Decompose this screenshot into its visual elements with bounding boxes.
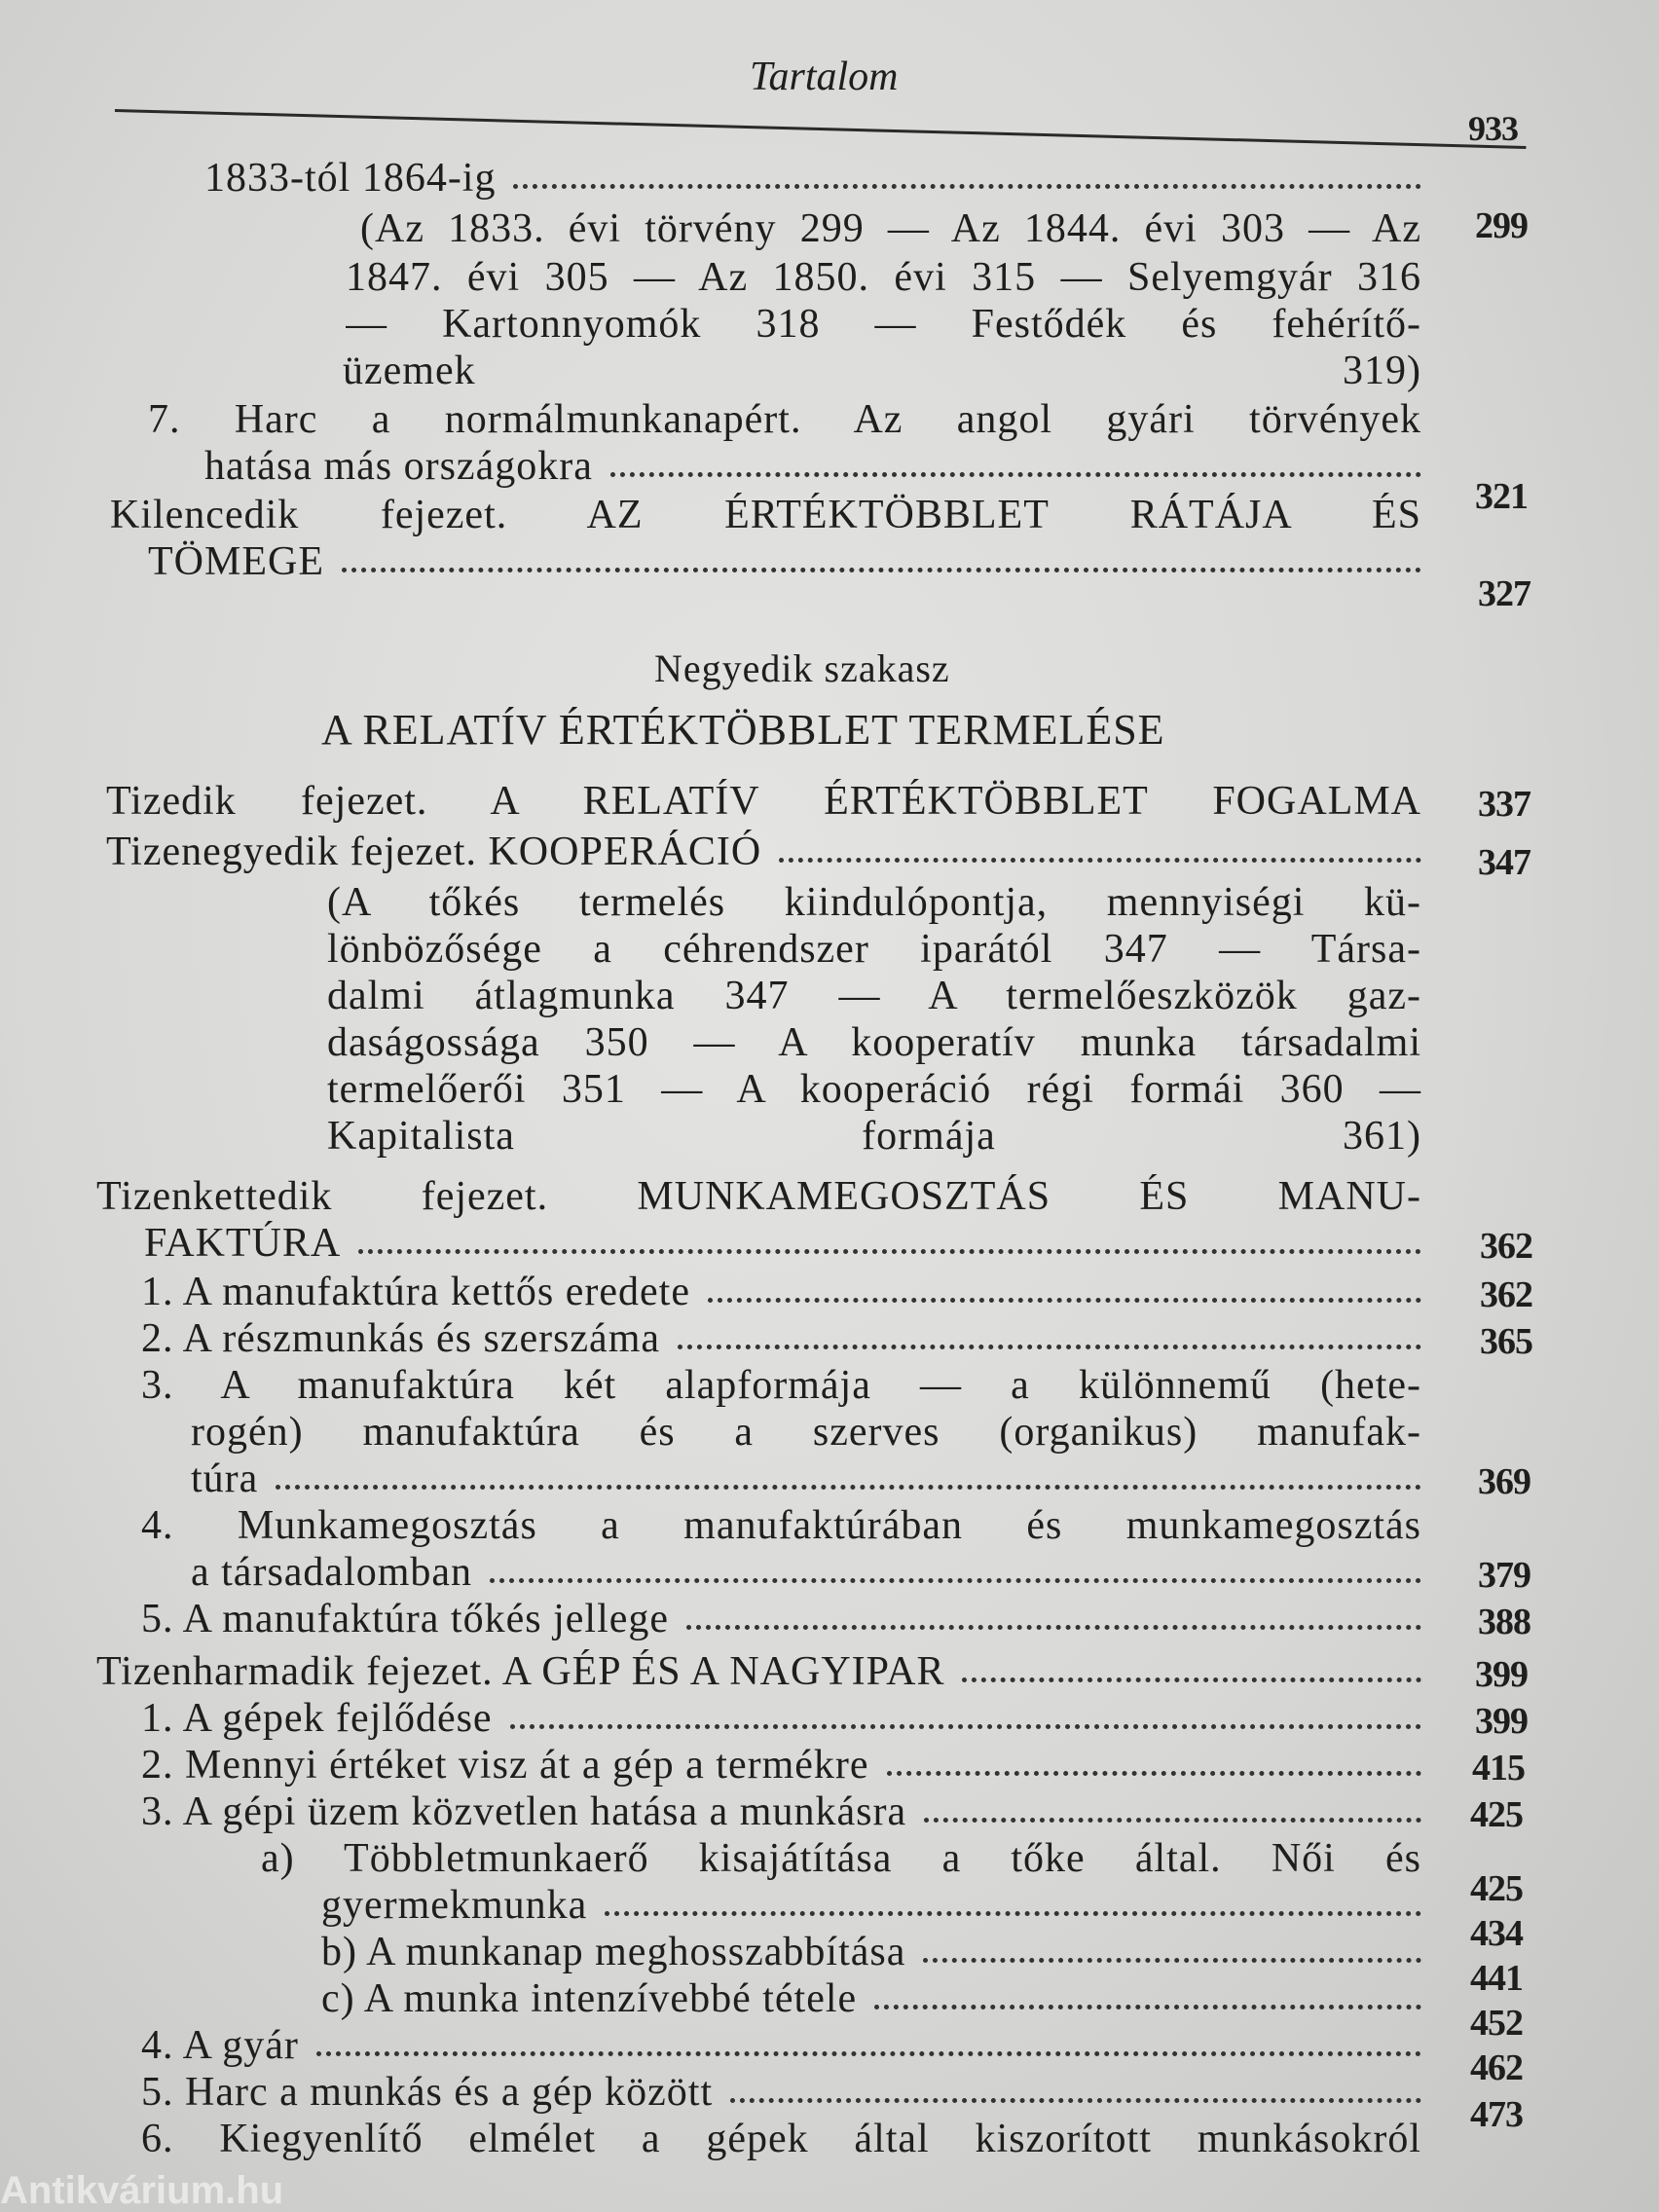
dot-leader [708, 1298, 1421, 1303]
toc-line [141, 1789, 1421, 1834]
toc-line [321, 1883, 1421, 1928]
toc-line [321, 1930, 1421, 1974]
toc-line-text: b) A munkanap meghosszabbítása [321, 1930, 906, 1974]
toc-line-text: 2. A részmunkás és szerszáma [141, 1316, 661, 1361]
toc-line [106, 830, 1421, 874]
toc-page-number: 388 [1478, 1602, 1530, 1642]
toc-line [191, 1410, 1421, 1455]
toc-line [96, 1174, 1421, 1219]
toc-line [141, 1270, 1421, 1314]
toc-line [110, 493, 1421, 537]
toc-line [141, 2117, 1421, 2161]
toc-line [191, 1550, 1421, 1595]
toc-line [141, 1316, 1421, 1361]
running-header: Tartalom [750, 55, 899, 99]
toc-line-text: (A tőkés termelés kiindulópontja, mennyiségi kü- [327, 880, 1421, 925]
toc-page-number: 362 [1480, 1226, 1532, 1267]
dot-leader [276, 1485, 1421, 1490]
toc-line-text: TÖMEGE [148, 539, 324, 584]
dot-leader [490, 1578, 1421, 1583]
toc-page-number: 425 [1470, 1868, 1523, 1909]
toc-line [148, 397, 1421, 442]
toc-line-text: Tizenegyedik fejezet. KOOPERÁCIÓ [106, 830, 762, 874]
dot-leader [887, 1771, 1421, 1776]
toc-line-text: termelőerői 351 — A kooperáció régi formái 360 — [327, 1067, 1421, 1112]
dot-leader [923, 1958, 1421, 1963]
toc-line-text: (Az 1833. évi törvény 299 — Az 1844. évi 303 — Az [360, 206, 1421, 251]
toc-page-number: 473 [1470, 2094, 1523, 2135]
toc-line-text: hatása más országokra [204, 444, 593, 489]
dot-leader [610, 472, 1421, 477]
toc-line-text: Tizenkettedik fejezet. MUNKAMEGOSZTÁS ÉS MANU- [96, 1174, 1421, 1219]
toc-line-text: Tizedik fejezet. A RELATÍV ÉRTÉKTÖBBLET FOGALMA [106, 779, 1421, 824]
toc-line [141, 1743, 1421, 1788]
toc-line [327, 1067, 1421, 1112]
dot-leader [924, 1818, 1421, 1823]
toc-line-text: 3. A gépi üzem közvetlen hatása a munkásra [141, 1789, 907, 1834]
toc-line [191, 1456, 1421, 1501]
dot-leader [510, 1724, 1421, 1729]
toc-line-text: rogén) manufaktúra és a szerves (organikus) manufak- [191, 1410, 1421, 1455]
toc-page-number: 425 [1470, 1794, 1523, 1835]
toc-line [141, 2023, 1421, 2068]
toc-line-text: üzemek 319) [343, 349, 1421, 393]
toc-line-text: gyermekmunka [321, 1883, 588, 1928]
toc-page-number: 321 [1475, 476, 1528, 517]
toc-line-text: 2. Mennyi értéket visz át a gép a termékre [141, 1743, 869, 1788]
toc-line [327, 1114, 1421, 1159]
part-label: Negyedik szakasz [654, 646, 950, 690]
toc-line-text: túra [191, 1456, 259, 1501]
toc-line-text: 3. A manufaktúra két alapformája — a különnemű (hete- [141, 1363, 1421, 1408]
dot-leader [678, 1345, 1421, 1349]
toc-line [327, 880, 1421, 925]
toc-line [346, 302, 1421, 347]
toc-line [141, 1597, 1421, 1641]
toc-line-text: 4. Munkamegosztás a manufaktúrában és munkamegosztás [141, 1503, 1421, 1548]
toc-page-number: 327 [1478, 573, 1530, 614]
toc-line-text: lönbözősége a céhrendszer iparától 347 — Társa- [327, 927, 1421, 972]
toc-line-text: a társadalomban [191, 1550, 473, 1595]
dot-leader [342, 568, 1421, 572]
toc-line [141, 1696, 1421, 1741]
toc-line-text: Kilencedik fejezet. AZ ÉRTÉKTÖBBLET RÁTÁJA ÉS [110, 493, 1421, 537]
toc-line [141, 2070, 1421, 2115]
toc-page-number: 399 [1475, 1654, 1528, 1695]
dot-leader [874, 2005, 1421, 2009]
toc-line [106, 779, 1421, 824]
toc-line [144, 1221, 1421, 1266]
toc-page-number: 415 [1472, 1748, 1525, 1788]
dot-leader [686, 1625, 1421, 1630]
dot-leader [605, 1911, 1421, 1916]
dot-leader [779, 858, 1421, 863]
toc-line [327, 927, 1421, 972]
toc-line-text: FAKTÚRA [144, 1221, 342, 1266]
toc-page-number: 347 [1478, 842, 1530, 883]
toc-line-text: Kapitalista formája 361) [327, 1114, 1421, 1159]
toc-line [321, 1976, 1421, 2021]
toc-line-text: 5. Harc a munkás és a gép között [141, 2070, 714, 2115]
dot-leader [358, 1249, 1421, 1254]
toc-line [346, 255, 1421, 300]
toc-line-text: — Kartonnyomók 318 — Festődék és fehérítő- [346, 302, 1421, 347]
toc-line-text: Tizenharmadik fejezet. A GÉP ÉS A NAGYIPAR [96, 1649, 945, 1694]
toc-line [141, 1363, 1421, 1408]
page-number: 933 [1468, 109, 1518, 148]
toc-page-number: 369 [1478, 1461, 1530, 1502]
toc-page-number: 365 [1480, 1321, 1532, 1362]
toc-page-number: 441 [1470, 1958, 1523, 1999]
toc-line-text: c) A munka intenzívebbé tétele [321, 1976, 858, 2021]
toc-line-text: daságossága 350 — A kooperatív munka társadalmi [327, 1020, 1421, 1065]
toc-line-text: 1833-tól 1864-ig [204, 156, 497, 201]
toc-line-text: dalmi átlagmunka 347 — A termelőeszközök gaz- [327, 974, 1421, 1018]
toc-page-number: 337 [1478, 784, 1530, 825]
toc-line-text: 5. A manufaktúra tőkés jellege [141, 1597, 670, 1641]
toc-line [141, 1503, 1421, 1548]
toc-line [327, 974, 1421, 1018]
toc-page-number: 379 [1478, 1555, 1530, 1596]
toc-page-number: 399 [1475, 1701, 1528, 1742]
toc-line-text: 1. A manufaktúra kettős eredete [141, 1270, 690, 1314]
toc-line-text: 1847. évi 305 — Az 1850. évi 315 — Selyemgyár 316 [346, 255, 1421, 300]
toc-line [204, 156, 1421, 201]
dot-leader [316, 2051, 1421, 2056]
toc-line [360, 206, 1421, 251]
toc-page-number: 452 [1470, 2003, 1523, 2044]
toc-line [204, 444, 1421, 489]
toc-line [96, 1649, 1421, 1694]
toc-line-text: 4. A gyár [141, 2023, 299, 2068]
toc-page-number: 299 [1475, 205, 1528, 246]
toc-page-number: 434 [1470, 1913, 1523, 1954]
dot-leader [730, 2098, 1421, 2103]
toc-page-number: 362 [1480, 1274, 1532, 1315]
toc-line [327, 1020, 1421, 1065]
toc-line-text: a) Többletmunkaerő kisajátítása a tőke által. Női és [261, 1836, 1421, 1881]
dot-leader [513, 184, 1421, 189]
toc-line-text: 6. Kiegyenlítő elmélet a gépek által kiszorított munkásokról [141, 2117, 1421, 2161]
toc-line [343, 349, 1421, 393]
watermark: Antikvárium.hu [0, 2169, 284, 2212]
dot-leader [962, 1677, 1421, 1682]
toc-line-text: 7. Harc a normálmunkanapért. Az angol gyári törvények [148, 397, 1421, 442]
toc-line-text: 1. A gépek fejlődése [141, 1696, 493, 1741]
header-rule [115, 109, 1527, 149]
toc-line [261, 1836, 1421, 1881]
toc-page-number: 462 [1470, 2047, 1523, 2088]
part-title: A RELATÍV ÉRTÉKTÖBBLET TERMELÉSE [321, 706, 1165, 754]
toc-line [148, 539, 1421, 584]
